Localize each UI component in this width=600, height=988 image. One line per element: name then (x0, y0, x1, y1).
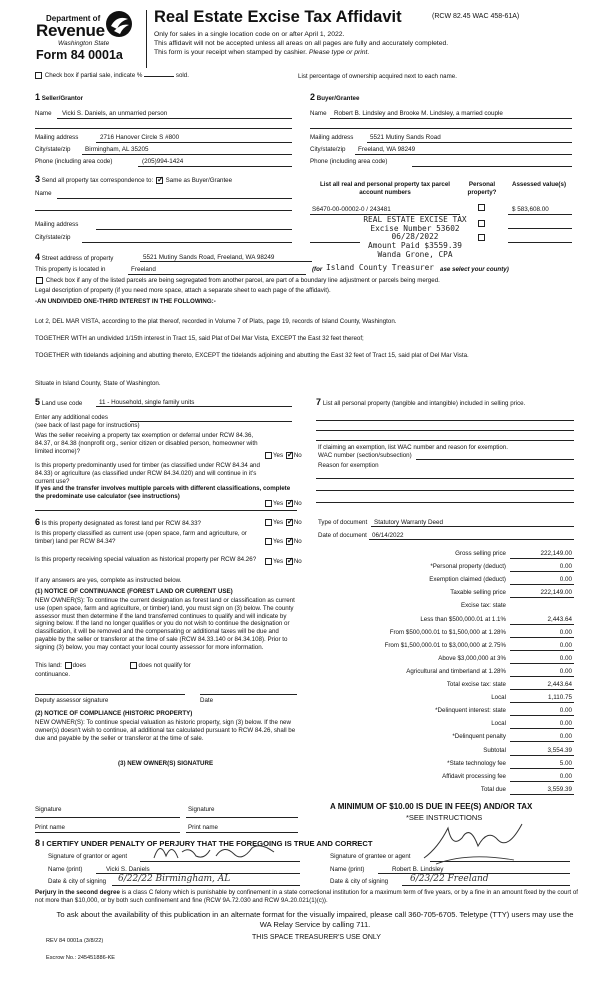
forest-yes-no: Yes ✓ No (264, 519, 302, 526)
doc-type-label: Type of document (318, 519, 368, 526)
tax-row-label: Excise tax: state (460, 602, 506, 610)
tax-row-label: Local (491, 720, 506, 728)
tax-row-label: *Delinquent penalty (452, 733, 506, 741)
tax-row-label: From $500,000.01 to $1,500,000 at 1.28% (389, 628, 506, 636)
predominate-use-note: If yes and the transfer involves multiple parcels with different classifications, complete the predominate use calculator (see instructions) (35, 485, 291, 500)
tax-row-value[interactable]: 3,559.39 (547, 785, 572, 793)
ownership-note: List percentage of ownership acquired next to each name. (298, 73, 457, 80)
deputy-date-label: Date (200, 697, 214, 704)
buyer-mail[interactable]: 5521 Mutiny Sands Road (370, 134, 441, 141)
section3-city-label: City/state/zip (35, 234, 71, 241)
timber-yes-checkbox[interactable] (265, 500, 272, 507)
tax-row-label: Local (491, 694, 506, 702)
grantee-signature-label: Signature of grantee or agent (330, 853, 411, 860)
legal-description-label: Legal description of property (if you need more space, attach a separate sheet to each page of the affidavit). (35, 287, 331, 294)
deputy-signature-label: Deputy assessor signature (35, 697, 109, 704)
form-number: Form 84 0001a (36, 48, 123, 62)
tax-row-line (510, 597, 574, 598)
parcel-number[interactable]: S6470-00-00002-0 / 243481 (312, 206, 391, 213)
minimum-due-note: A MINIMUM OF $10.00 IS DUE IN FEE(S) AND/OR TAX (330, 802, 533, 811)
section3-mail-label: Mailing address (35, 221, 79, 228)
perjury-notice: Perjury in the second degree is a class C felony which is punishable by confinement in a state correctional institution for a maximum term of five years, or by a fine in an amount fixed by the court of not more than $10,000, or by both such confinement and fine (RCW 9A.72.030 and RCW 9A.20.021(1)(c)). (35, 889, 579, 904)
timber-no-checkbox[interactable] (286, 500, 293, 507)
section3-name-label: Name (35, 190, 52, 197)
tax-row-line (510, 794, 574, 795)
seller-name[interactable]: Vicki S. Daniels, an unmarried person (62, 110, 168, 117)
tax-row-label: Gross selling price (455, 550, 506, 557)
this-land-row: This land: does does not qualify for (35, 662, 191, 670)
notice-continuance-heading: (1) NOTICE OF CONTINUANCE (FOREST LAND OR CURRENT USE) (35, 588, 233, 595)
seller-phone-label: Phone (including area code) (35, 158, 113, 165)
tax-row-line (510, 650, 574, 651)
continuance-label: continuance. (35, 671, 71, 678)
partial-sale-checkbox[interactable] (35, 72, 42, 79)
grantor-signature[interactable] (150, 838, 280, 866)
land-use-label: 5 Land use code (35, 397, 83, 407)
tax-row-line (510, 571, 574, 572)
owner-print-label-2: Print name (188, 824, 218, 831)
tax-row-label: Total excise tax: state (446, 681, 506, 688)
tax-row-value[interactable]: 2,443.64 (547, 615, 572, 623)
historic-question: Is this property receiving special valuation as historical property per RCW 84.26? (35, 556, 257, 563)
tax-row-value[interactable]: 0.00 (559, 733, 572, 741)
seller-mail[interactable]: 2716 Hanover Circle S #800 (100, 134, 180, 141)
grantee-print-name[interactable]: Robert B. Lindsley (392, 866, 444, 873)
undivided-interest: -AN UNDIVIDED ONE-THIRD INTEREST IN THE FOLLOWING:- (35, 298, 216, 305)
header-line-2: This affidavit will not be accepted unless all areas on all pages are fully and accurately completed. (154, 40, 449, 47)
does-qualify-checkbox[interactable] (65, 662, 72, 669)
rev-number: REV 84 0001a (3/8/22) (46, 938, 104, 944)
notice-compliance-heading: (2) NOTICE OF COMPLIANCE (HISTORIC PROPERTY) (35, 710, 193, 717)
personal-checkbox-2[interactable] (478, 220, 485, 227)
accessibility-note: To ask about the availability of this publication in an alternate format for the visually impaired, please call 360-705-6705. Teletype (TTY) users may use the WA Relay Service by calling 711. (56, 910, 574, 929)
tax-row-value[interactable]: 5.00 (559, 759, 572, 767)
tax-row-value[interactable]: 0.00 (559, 628, 572, 636)
tax-row-line (510, 755, 574, 756)
header-line-3: This form is your receipt when stamped by cashier. Please type or print. (154, 49, 370, 56)
tax-row-label: *Delinquent interest: state (435, 707, 506, 715)
land-use-code[interactable]: 11 - Household, single family units (99, 399, 195, 406)
tax-row-label: Total due (480, 785, 506, 793)
grantee-print-label: Name (print) (330, 866, 365, 873)
wac-number-label: WAC number (section/subsection) (318, 452, 412, 459)
grantor-signature-label: Signature of grantor or agent (48, 853, 128, 860)
tax-row-line (510, 663, 574, 664)
legal-para-4: Situate in Island County, State of Washington. (35, 380, 161, 387)
grantor-print-label: Name (print) (48, 866, 83, 873)
tax-row-line (510, 768, 574, 769)
grantor-date-label: Date & city of signing (48, 878, 107, 885)
exemption-no-checkbox[interactable] (286, 452, 293, 459)
seller-phone[interactable]: (205)994-1424 (142, 158, 184, 165)
exemption-yes-checkbox[interactable] (265, 452, 272, 459)
doc-type[interactable]: Statutory Warranty Deed (374, 519, 444, 526)
buyer-mail-label: Mailing address (310, 134, 354, 141)
tax-row-value[interactable]: 3,554.39 (547, 746, 572, 754)
buyer-heading: 2 Buyer/Grantee (310, 92, 360, 102)
current-use-yes-no: Yes ✓ No (264, 538, 302, 545)
tax-row-label: Taxable selling price (450, 589, 506, 597)
treasurer-stamp: REAL ESTATE EXCISE TAX Excise Number 53602 06/28/2022 Amount Paid $3559.39 Wanda Grone, CPA (363, 215, 467, 259)
tax-row-value[interactable]: 1,110.75 (547, 694, 572, 702)
does-not-qualify-checkbox[interactable] (130, 662, 137, 669)
tax-row-label: Above $3,000,000 at 3% (438, 654, 506, 662)
seller-name-label: Name (35, 110, 52, 117)
dept-label: Department of (46, 14, 101, 23)
tax-row-value[interactable]: 0.00 (559, 563, 572, 571)
revenue-logo-text: Revenue (36, 21, 105, 40)
exemption-question: Was the seller receiving a property tax exemption or deferral under RCW 84.36, 84.37, or 84.38 (nonprofit org., senior citizen or disabled person, homeowner with limited income)? (35, 432, 258, 455)
state-label: Washington State (58, 40, 110, 47)
seller-city[interactable]: Birmingham, AL 35205 (85, 146, 149, 153)
owner-print-label-1: Print name (35, 824, 65, 831)
seller-mail-label: Mailing address (35, 134, 79, 141)
buyer-city-label: City/state/zip (310, 146, 346, 153)
seller-city-label: City/state/zip (35, 146, 71, 153)
buyer-phone-label: Phone (including area code) (310, 158, 388, 165)
tax-row-value[interactable]: 222,149.00 (540, 589, 572, 597)
located-label: This property is located in (35, 266, 106, 273)
legal-para-1: Lot 2, DEL MAR VISTA, according to the plat thereof, recorded in Volume 7 of Plats, page 19, records of Island County, Washington. (35, 318, 397, 325)
tax-row-line (510, 689, 574, 690)
doc-date-label: Date of document (318, 532, 367, 539)
grantee-date-label: Date & city of signing (330, 878, 389, 885)
tax-row-label: Exemption claimed (deduct) (429, 576, 506, 584)
tax-row-line (510, 715, 574, 716)
tax-row-value[interactable]: 0.00 (559, 772, 572, 780)
notice-continuance-body: NEW OWNER(S): To continue the current designation as forest land or classification as current use (open space, farm and agriculture, or timber) land, you must sign on (3) below. The county assessor must then determine if the land transferred continues to qualify and will indicate by signing below. If the land no longer qualifies or you do not wish to continue the designation or classification, it will be removed and the compensating or additional taxes will be due and payable by the seller or transferor at the time of sale (RCW 84.33.140 or 84.34.108). Prior to signing (3) below, you may contact your local county assessor for more information. (35, 597, 295, 651)
tax-row-line (510, 624, 574, 625)
county-for-label: (for (312, 266, 323, 273)
legal-para-2: TOGETHER WITH an undivided 1/15th interest in Tract 15, said Plat of Del Mar Vista, EXCEPT the East 32 feet thereof; (35, 335, 364, 342)
current-use-question: Is this property classified as current use (open space, farm and agriculture, or timber) land per RCW 84.34? (35, 530, 247, 545)
tax-row-value[interactable]: 222,149.00 (540, 550, 572, 557)
tax-row-line (510, 741, 574, 742)
legal-para-3: TOGETHER with tidelands adjoining and abutting thereto, EXCEPT the tidelands adjoining and abutting the East 32 feet of Tract 15, said plat of Del Mar Vista. (35, 352, 469, 359)
segregate-row: Check box if any of the listed parcels are being segregated from another parcel, are part of a boundary line adjustment or parcels being merged. (35, 277, 440, 284)
tax-row-label: Subtotal (483, 746, 506, 754)
section3-label: 3 Send all property tax correspondence to: ✓ Same as Buyer/Grantee (35, 174, 232, 184)
personal-property-label: 7 List all personal property (tangible and intangible) included in selling price. (316, 397, 526, 407)
doc-date[interactable]: 06/14/2022 (372, 532, 404, 539)
property-county[interactable]: Freeland (131, 266, 156, 273)
certify-statement: 8 I CERTIFY UNDER PENALTY OF PERJURY THAT THE FOREGOING IS TRUE AND CORRECT (35, 838, 373, 848)
grantee-date-city[interactable]: 6/23/22 Freeland (410, 874, 489, 884)
exemption-wac-note: If claiming an exemption, list WAC number and reason for exemption. (318, 444, 508, 451)
new-owner-signature-heading: (3) NEW OWNER(S) SIGNATURE (118, 760, 214, 767)
owner-signature-label-2: Signature (188, 806, 215, 813)
current-use-no-checkbox[interactable] (286, 538, 293, 545)
treasurer-use-label: THIS SPACE TREASURER'S USE ONLY (252, 934, 381, 941)
stamp-treasurer-line: Island County Treasurer (326, 263, 434, 272)
tax-row-line (510, 676, 574, 677)
addl-codes-note: (see back of last page for instructions) (35, 422, 140, 429)
form-title: Real Estate Excise Tax Affidavit (154, 8, 402, 26)
grantor-date-city[interactable]: 6/22/22 Birmingham, AL (118, 874, 231, 884)
forest-no-checkbox[interactable] (286, 519, 293, 526)
assessed-value[interactable]: $ 583,608.00 (512, 206, 549, 213)
notice-compliance-body: NEW OWNER(S): To continue special valuation as historic property, sign (3) below. If the new owner(s) doesn't wish to continue, all additional tax calculated pursuant to RCW 84.26, shall be due and payable by the seller or transferor at the time of sale. (35, 719, 296, 742)
buyer-name-label: Name (310, 110, 327, 117)
assessed-col-header: Assessed value(s) (512, 181, 566, 188)
partial-sale-row: Check box if partial sale, indicate % sold. (34, 72, 189, 79)
form-rcw: (RCW 82.45 WAC 458-61A) (432, 13, 520, 20)
current-use-yes-checkbox[interactable] (265, 538, 272, 545)
tax-row-label: From $1,500,000.01 to $3,000,000 at 2.75% (384, 641, 506, 649)
tax-row-value[interactable]: 0.00 (559, 707, 572, 715)
same-as-buyer-checkbox[interactable] (156, 177, 163, 184)
tax-row-label: Agricultural and timberland at 1.28% (406, 667, 506, 675)
tax-row-line (510, 781, 574, 782)
forest-yes-checkbox[interactable] (265, 519, 272, 526)
tax-row-label: Affidavit processing fee (442, 772, 506, 780)
personal-checkbox-1[interactable] (478, 204, 485, 211)
tax-row-value[interactable]: 0.00 (559, 654, 572, 662)
personal-checkbox-3[interactable] (478, 234, 485, 241)
county-select-label: ase select your county) (440, 266, 509, 273)
escrow-number: Escrow No.: 245451886-KE (46, 955, 116, 961)
timber-yes-no: Yes ✓ No (264, 500, 302, 507)
personal-col-header: Personal property? (467, 181, 497, 196)
seller-heading: 1 Seller/Grantor (35, 92, 84, 102)
property-address[interactable]: 5521 Mutiny Sands Road, Freeland, WA 98249 (143, 254, 275, 261)
timber-question: Is this property predominantly used for timber (as classified under RCW 84.34 and 84.33) or agriculture (as classified under RCW 84.34.020) and will continue in it's current use? (35, 462, 260, 485)
answers-note: If any answers are yes, complete as instructed below. (35, 577, 182, 584)
tax-row-label: *State technology fee (447, 759, 506, 767)
buyer-city[interactable]: Freeland, WA 98249 (358, 146, 416, 153)
tax-row-line (510, 728, 574, 729)
dor-logo-icon (104, 9, 134, 39)
grantee-signature[interactable] (418, 818, 528, 866)
addl-codes-label: Enter any additional codes (35, 414, 108, 421)
tax-row-line (510, 702, 574, 703)
tax-row-value[interactable]: 0.00 (559, 576, 572, 584)
tax-row-line (510, 558, 574, 559)
tax-row-label: Less than $500,000.01 at 1.1% (420, 615, 506, 623)
exemption-reason-label: Reason for exemption (318, 462, 379, 469)
header-line-1: Only for sales in a single location code on or after April 1, 2022. (154, 31, 345, 38)
tax-row-value[interactable]: 0.00 (559, 720, 572, 728)
historic-yes-no: Yes ✓ No (264, 558, 302, 565)
forest-question: 6 Is this property designated as forest land per RCW 84.33? (35, 517, 201, 527)
owner-signature-label-1: Signature (35, 806, 62, 813)
see-instructions-note: *SEE INSTRUCTIONS (406, 813, 483, 822)
historic-yes-checkbox[interactable] (265, 558, 272, 565)
exemption-yes-no: Yes ✓ No (264, 452, 302, 459)
segregate-checkbox[interactable] (36, 277, 43, 284)
historic-no-checkbox[interactable] (286, 558, 293, 565)
tax-row-label: *Personal property (deduct) (430, 563, 506, 571)
section4-label: 4 Street address of property (35, 252, 114, 262)
buyer-name[interactable]: Robert B. Lindsley and Brooke M. Lindsley, a married couple (334, 110, 503, 117)
parcel-col-header: List all real and personal property tax parcel account numbers (320, 181, 450, 196)
tax-row-line (510, 637, 574, 638)
grantor-print-name[interactable]: Vicki S. Daniels (106, 866, 150, 873)
tax-row-value[interactable]: 2,443.64 (547, 681, 572, 688)
tax-row-value[interactable]: 0.00 (559, 667, 572, 675)
tax-row-line (510, 584, 574, 585)
tax-row-value[interactable]: 0.00 (559, 641, 572, 649)
